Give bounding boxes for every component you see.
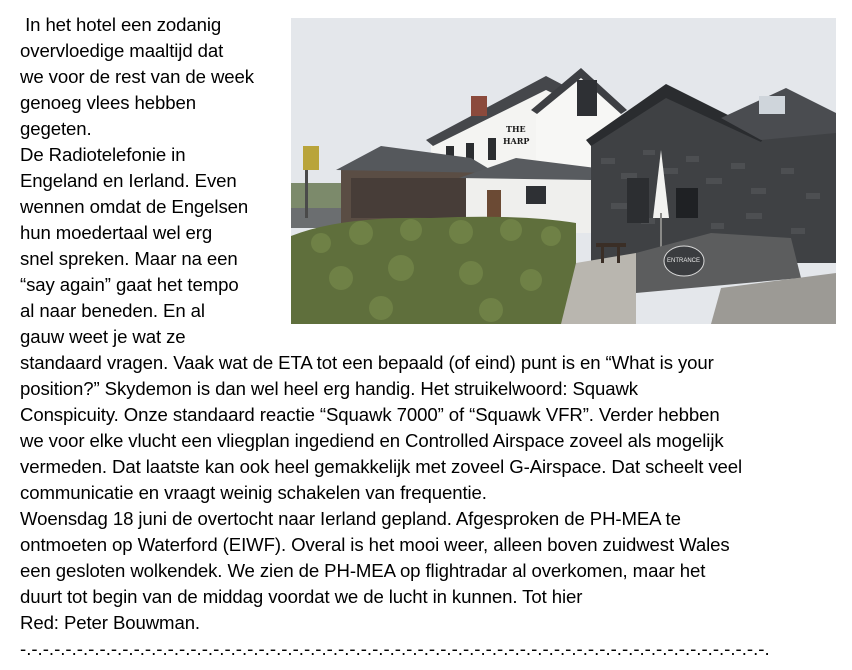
text-line: snel spreken. Maar na een: [20, 248, 238, 269]
text-line: hun moedertaal wel erg: [20, 222, 213, 243]
author-credit: Red: Peter Bouwman.: [20, 612, 200, 633]
text-line: we voor elke vlucht een vliegplan ingediend en Controlled Airspace zoveel als mogelijk: [20, 430, 724, 451]
text-line: position?” Skydemon is dan wel heel erg handig. Het struikelwoord: Squawk: [20, 378, 638, 399]
text-line: De Radiotelefonie in: [20, 144, 186, 165]
text-line: duurt tot begin van de middag voordat we de lucht in kunnen. Tot hier: [20, 586, 583, 607]
text-line: In het hotel een zodanig: [20, 14, 222, 35]
text-line: Conspicuity. Onze standaard reactie “Squawk 7000” of “Squawk VFR”. Verder hebben: [20, 404, 720, 425]
text-line: gauw weet je wat ze: [20, 326, 186, 347]
text-line: genoeg vlees hebben: [20, 92, 196, 113]
text-line: “say again” gaat het tempo: [20, 274, 239, 295]
separator-line: -.-.-.-.-.-.-.-.-.-.-.-.-.-.-.-.-.-.-.-.-.-.-.-.-.-.-.-.-.-.-.-.-.-.-.-.-.-.-.-.-.-.-.-.-.-.-.-.-.-.-.-.-.-.-.-.-.-.-.-.-.-.-.-.-.-.: [20, 638, 770, 659]
pub-sign-the: THE: [506, 124, 526, 134]
text-line: wennen omdat de Engelsen: [20, 196, 249, 217]
text-line: vermeden. Dat laatste kan ook heel gemakkelijk met zoveel G-Airspace. Dat scheelt veel: [20, 456, 743, 477]
entrance-sign: ENTRANCE: [667, 258, 701, 264]
text-line: communicatie en vraagt weinig schakelen van frequentie.: [20, 482, 487, 503]
text-line: Engeland en Ierland. Even: [20, 170, 237, 191]
text-line: we voor de rest van de week: [20, 66, 254, 87]
text-line: al naar beneden. En al: [20, 300, 205, 321]
text-line: gegeten.: [20, 118, 92, 139]
text-line: Woensdag 18 juni de overtocht naar Ierland gepland. Afgesproken de PH-MEA te: [20, 508, 681, 529]
text-line: overvloedige maaltijd dat: [20, 40, 224, 61]
text-line: standaard vragen. Vaak wat de ETA tot een bepaald (of eind) punt is en “What is your: [20, 352, 714, 373]
pub-sign-harp: HARP: [503, 136, 530, 146]
text-line: een gesloten wolkendek. We zien de PH-MEA op flightradar al overkomen, maar het: [20, 560, 706, 581]
article-text: [20, 12, 840, 662]
text-line: ontmoeten op Waterford (EIWF). Overal is het mooi weer, alleen boven zuidwest Wales: [20, 534, 730, 555]
